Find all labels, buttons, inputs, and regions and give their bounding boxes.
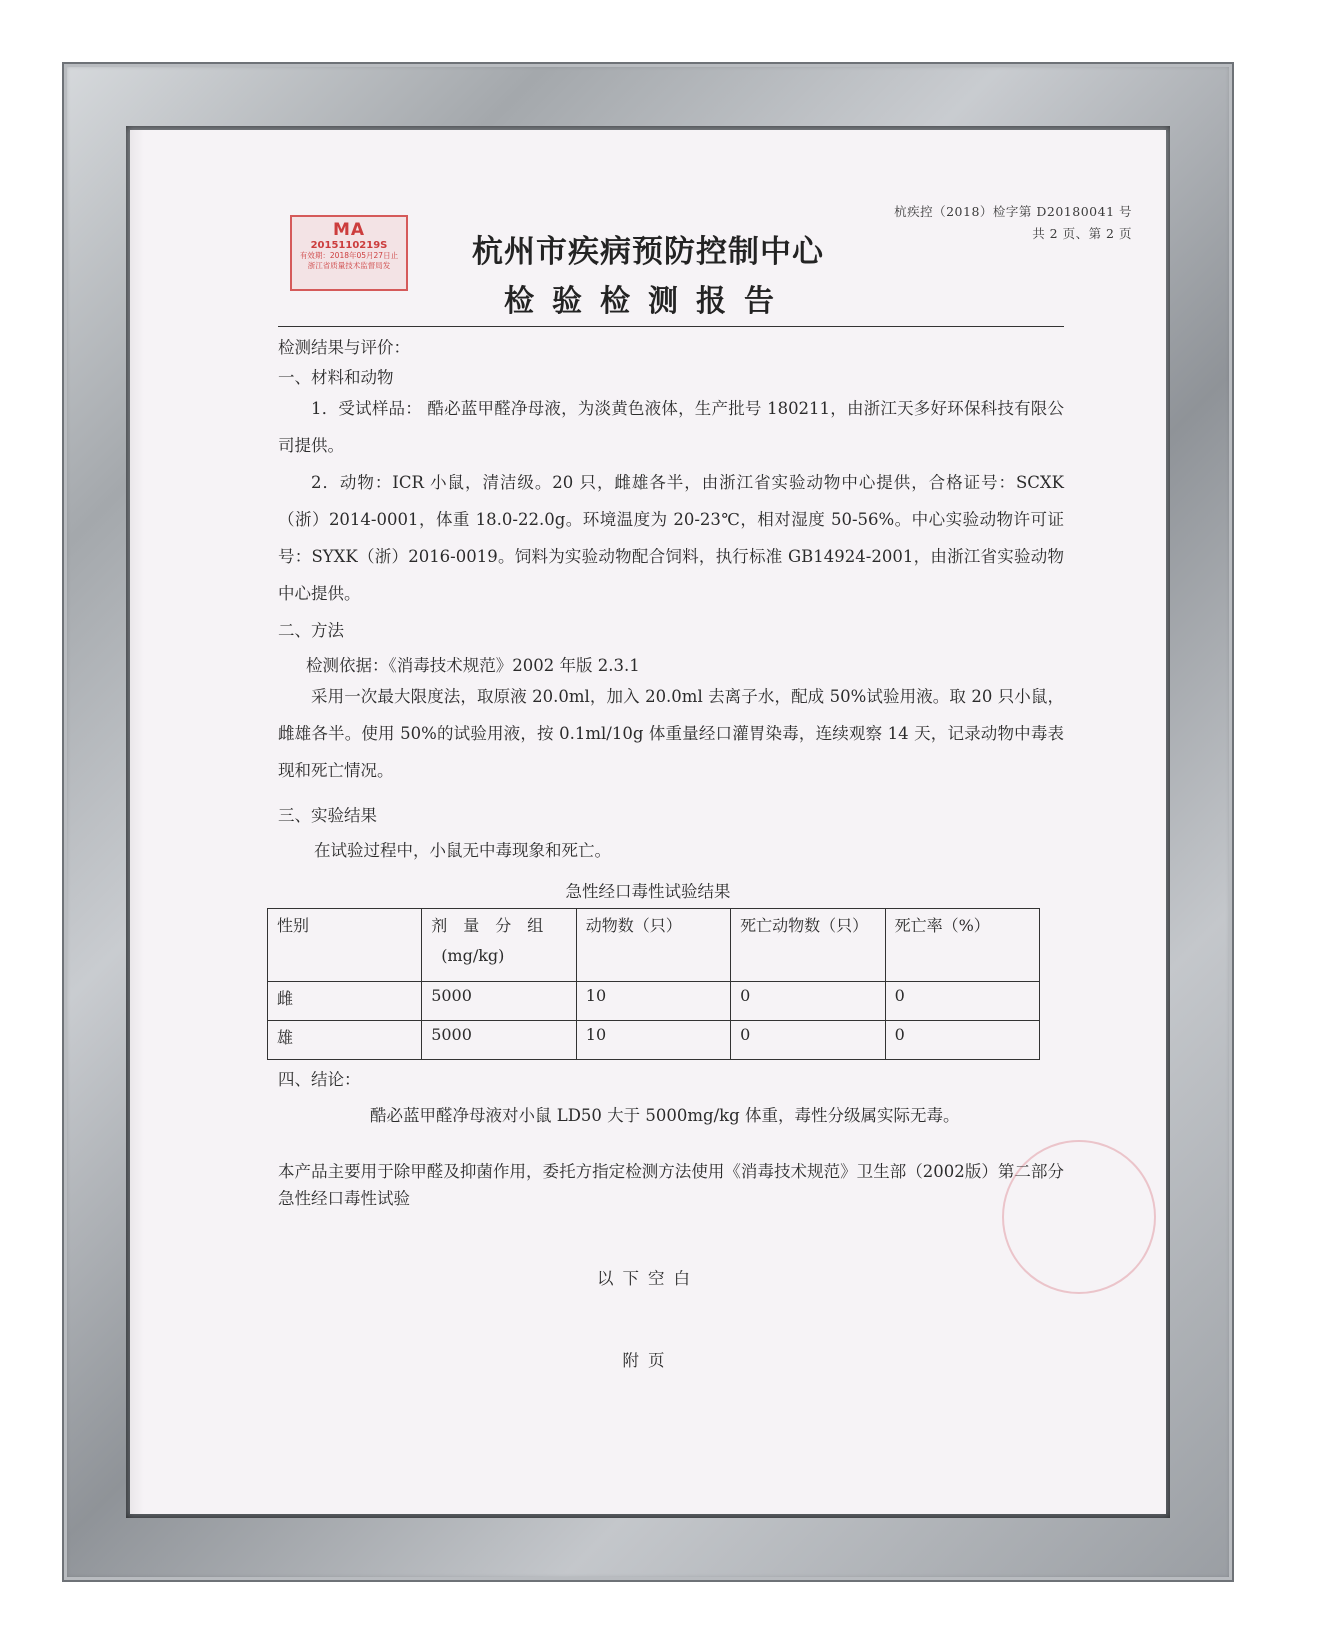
header-dose-label: 剂 量 分 组 — [431, 916, 544, 935]
page-count: 共 2 页、第 2 页 — [1032, 226, 1132, 241]
table-row — [268, 982, 1040, 1021]
appendix-label: 附页 — [622, 1351, 674, 1370]
blank-marker: 以下空白 — [597, 1269, 699, 1288]
cell-sex: 雌 — [268, 982, 422, 1021]
cell-mortality: 0 — [885, 1021, 1039, 1060]
header-death-count: 死亡动物数（只） — [731, 909, 885, 982]
cell-deaths: 0 — [731, 982, 885, 1021]
section-2-basis: 检测依据：《消毒技术规范》2002 年版 2.3.1 — [306, 656, 640, 675]
cell-dose: 5000 — [422, 1021, 577, 1060]
toxicity-results-table — [267, 908, 1040, 1060]
cell-sex: 雄 — [268, 1021, 422, 1060]
cell-animals: 10 — [576, 1021, 730, 1060]
picture-frame — [62, 62, 1234, 1582]
section-2-heading: 二、方法 — [278, 621, 344, 640]
cma-issuer: 浙江省质量技术监督局发 — [307, 261, 391, 270]
header-mortality: 死亡率（%） — [885, 909, 1039, 982]
section-1-heading: 一、材料和动物 — [278, 368, 394, 387]
cma-validity: 有效期：2018年05月27日止 — [299, 251, 399, 260]
header-animal-count: 动物数（只） — [576, 909, 730, 982]
section-4-heading: 四、结论： — [278, 1070, 361, 1089]
header-dose-unit: (mg/kg) — [441, 946, 505, 965]
title-divider — [278, 326, 1064, 327]
header-dose-group — [422, 909, 577, 982]
section-4-conclusion: 酷必蓝甲醛净母液对小鼠 LD50 大于 5000mg/kg 体重，毒性分级属实际无毒。 — [370, 1106, 960, 1125]
cell-animals: 10 — [576, 982, 730, 1021]
section-1-animals: 2．动物：ICR 小鼠，清洁级。20 只，雌雄各半，由浙江省实验动物中心提供，合格证号：SCXK（浙）2014-0001，体重 18.0-22.0g。环境温度为 20-23℃，相对湿度 50-56%。中心实验动物许可证号：SYXK（浙）2016-0019。饲料为实验动物配合饲料，执行标准 GB14924-2001，由浙江省实验动物中心提供。 — [278, 473, 1064, 603]
cell-dose: 5000 — [422, 982, 577, 1021]
header-sex: 性别 — [268, 909, 422, 982]
usage-note: 本产品主要用于除甲醛及抑菌作用，委托方指定检测方法使用《消毒技术规范》卫生部（2002版）第二部分 急性经口毒性试验 — [278, 1162, 1064, 1208]
cell-deaths: 0 — [731, 1021, 885, 1060]
table-header-row — [268, 909, 1040, 982]
report-title: 检验检测报告 — [504, 284, 792, 319]
table-row — [268, 1021, 1040, 1060]
section-2-method: 采用一次最大限度法，取原液 20.0ml，加入 20.0ml 去离子水，配成 50%试验用液。取 20 只小鼠，雌雄各半。使用 50%的试验用液，按 0.1ml/10g 体重量经口灌胃染毒，连续观察 14 天，记录动物中毒表现和死亡情况。 — [278, 687, 1064, 780]
cma-number: 2015110219S — [310, 240, 388, 251]
report-paper — [130, 130, 1166, 1514]
section-3-result: 在试验过程中，小鼠无中毒现象和死亡。 — [314, 841, 611, 860]
cell-mortality: 0 — [885, 982, 1039, 1021]
section-3-heading: 三、实验结果 — [278, 806, 377, 825]
cma-mark: MA — [332, 220, 366, 240]
paper-edge — [130, 130, 144, 1514]
report-ref-number: 杭疾控（2018）检字第 D20180041 号 — [894, 204, 1132, 219]
table-caption: 急性经口毒性试验结果 — [565, 882, 731, 901]
section-1-sample: 1．受试样品： 酷必蓝甲醛净母液，为淡黄色液体，生产批号 180211，由浙江天多好环保科技有限公司提供。 — [278, 399, 1064, 455]
results-heading: 检测结果与评价： — [278, 338, 410, 357]
org-title: 杭州市疾病预防控制中心 — [472, 234, 824, 270]
